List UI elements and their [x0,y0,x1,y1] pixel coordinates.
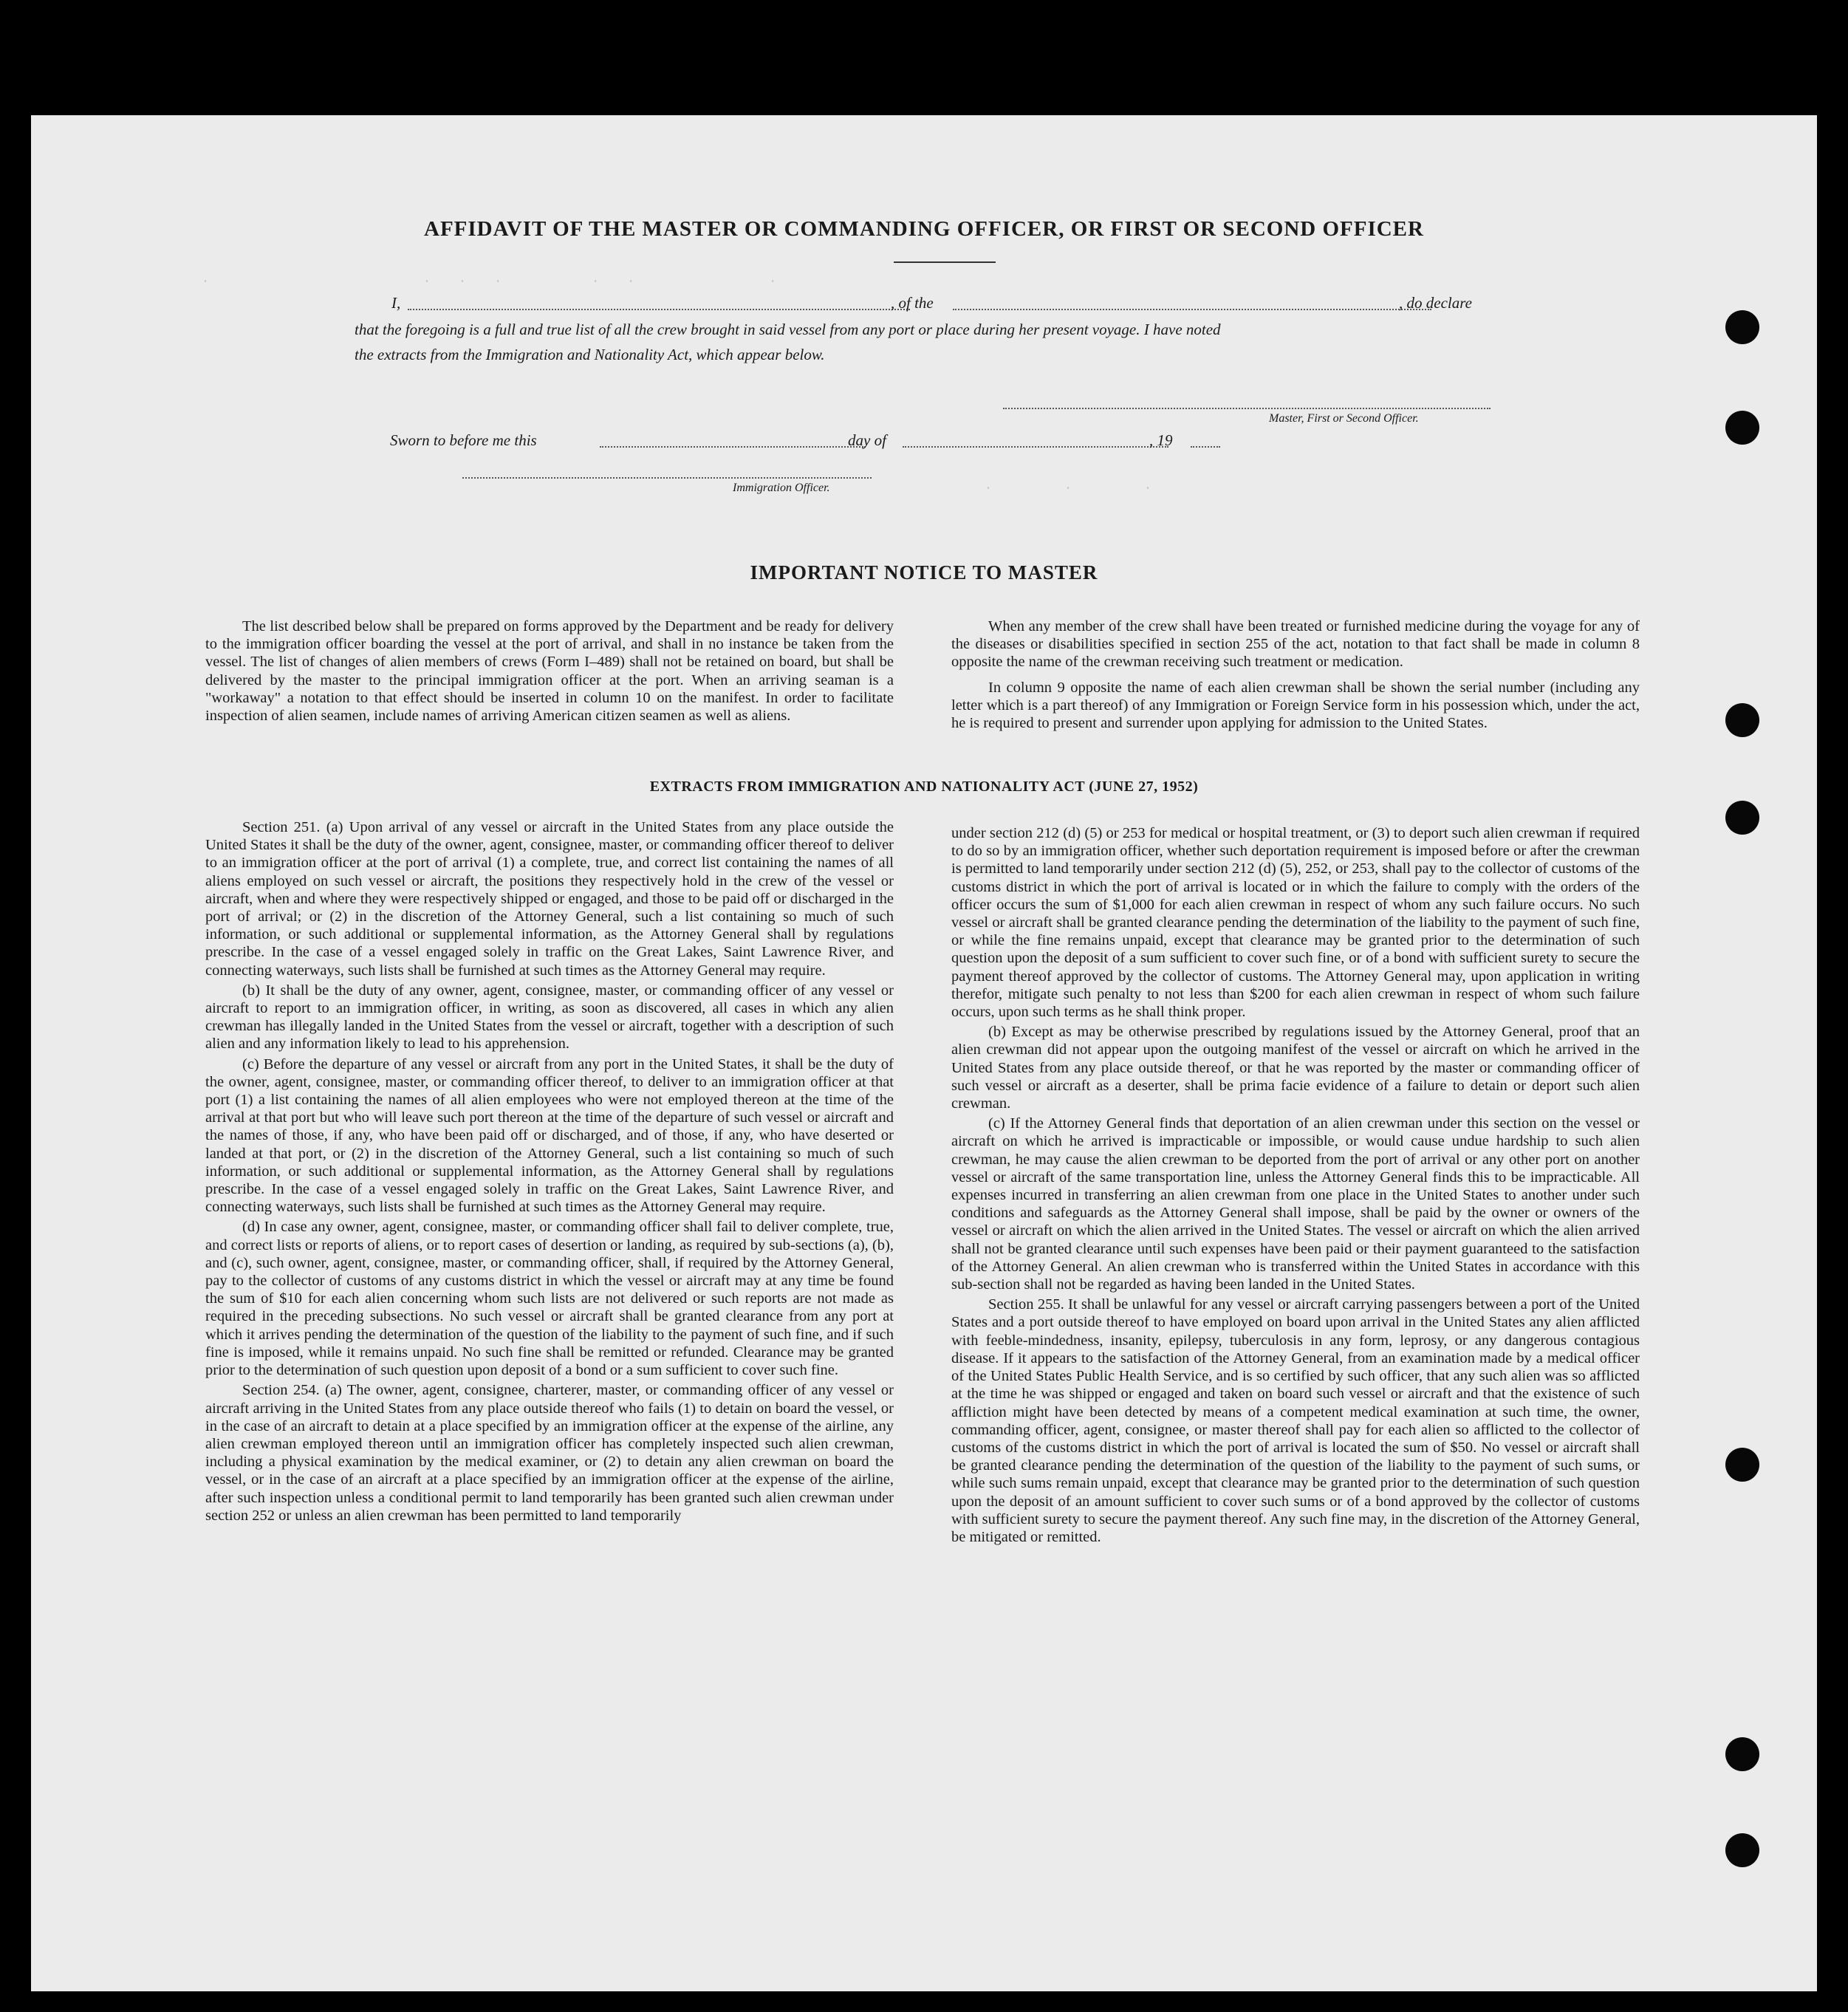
punch-hole [1725,310,1759,344]
notice-left-paragraph: The list described below shall be prepared on forms approved by the Department and be ready for delivery to the immigration officer boarding the vessel at the port of arrival, and shall in no instance be taken from the vessel. The list of changes of alien members of crews (Form I–489) shall not be retained on board, but shall be delivered by the master to the principal immigration officer at the port. When an arriving seaman is a "workaway" a notation to that effect should be inserted in column 10 on the manifest. In order to facilitate inspection of alien seamen, include names of arriving American citizen seamen as well as aliens. [205,618,894,725]
affidavit-line3: the extracts from the Immigration and Nationality Act, which appear below. [355,346,825,363]
punch-hole [1725,1833,1759,1867]
notice-title: IMPORTANT NOTICE TO MASTER [750,561,1098,584]
name-blank[interactable] [408,309,910,310]
punch-hole [1725,703,1759,737]
section-251-c: (c) Before the departure of any vessel or aircraft from any port in the United States, it shall be the duty of the owner, agent, consignee, master, or commanding officer thereof, to deliver to an immigration officer at that port (1) a list containing the names of all alien employees who were not employed thereon at the time of the arrival at that port but who will leave such port thereon at the time of the departure of such vessel or aircraft and the names of those, if any, who have been paid off or discharged, and of those, if any, who have deserted or landed at that port, or (2) in the discretion of the Attorney General, such a list containing so much of such information, or such additional or supplemental information, as the Attorney General shall by regulations prescribe. In the case of a vessel engaged solely in traffic on the Great Lakes, Saint Lawrence River, and connecting waterways, such lists shall be furnished at such times as the Attorney General may require. [205,1055,894,1216]
bleed-through-marks: . . . [984,477,1153,494]
punch-hole [1725,801,1759,835]
master-signature-line[interactable] [1003,408,1491,409]
notice-right-paragraph-2: In column 9 opposite the name of each alien crewman shall be shown the serial number (including any letter which is a part thereof) of any Immigration or Foreign Service form in his possession which, under the act, he is required to present and surrender upon applying for admission to the United States. [951,679,1640,732]
section-251-b: (b) It shall be the duty of any owner, agent, consignee, master, or commanding officer of any vessel or aircraft to report to an immigration officer, in writing, as soon as discovered, all cases in which any alien crewman has illegally landed in the United States from the vessel or aircraft, together with a description of such alien and any information likely to lead to his apprehension. [205,982,894,1053]
bleed-through-text: . . . . . . . [201,270,778,287]
section-251-a: Section 251. (a) Upon arrival of any vessel or aircraft in the United States from any place outside the United States it shall be the duty of the owner, agent, consignee, master, or commanding officer thereof to deliver to an immigration officer at the port of arrival (1) a complete, true, and correct list containing the names of all aliens employed on such vessel or aircraft, the positions they respectively hold in the crew of the vessel or aircraft, when and where they were respectively shipped or engaged, and those to be paid off or discharged in the port of arrival; or (2) in the discretion of the Attorney General, such a list containing so much of such information, or such additional or supplemental information, as the Attorney General shall by regulations prescribe. In the case of a vessel engaged solely in traffic on the Great Lakes, Saint Lawrence River, and connecting waterways, such lists shall be furnished at such times as the Attorney General may require. [205,819,894,979]
day-of-text: day of [848,431,886,449]
section-254-a: Section 254. (a) The owner, agent, consignee, charterer, master, or commanding officer of any vessel or aircraft arriving in the United States from any place outside thereof who fails (1) to detain on board the vessel, or in the case of an aircraft to detain at a place specified by an immigration officer at the expense of the airline, any alien crewman employed thereon until an immigration officer has completely inspected such alien crewman, including a physical examination by the medical examiner, or (2) to detain any alien crewman on board the vessel, or in the case of an aircraft at a place specified by an immigration officer at the expense of the airline, after such inspection unless a conditional permit to land temporarily has been granted such alien crewman under section 252 or unless an alien crewman has been permitted to land temporarily [205,1382,894,1524]
notice-left-column [205,617,894,727]
punch-hole [1725,1737,1759,1771]
section-254-a-continued: under section 212 (d) (5) or 253 for medical or hospital treatment, or (3) to deport such alien crewman if required to do so by an immigration officer, whether such deportation requirement is imposed before or after the crewman is permitted to land temporarily under section 212 (d) (5), 252, or 253, shall pay to the collector of customs of the customs district in which the port of arrival is located or in which the failure to comply with the orders of the officer occurs the sum of $1,000 for each alien crewman in respect of whom any such failure occurs. No such vessel or aircraft shall be granted clearance pending the determination of the liability to the payment of such fine, or while the fine remains unpaid, except that clearance may be granted prior to the determination of such question upon the deposit of a sum sufficient to cover such fine, or of a bond with sufficient surety to secure the payment thereof approved by the collector of customs. The Attorney General may, upon application in writing therefor, mitigate such penalty to not less than $200 for each alien crewman in respect of whom such failure occurs, upon such terms as he shall think proper. [951,825,1640,1021]
vessel-blank[interactable] [953,309,1431,310]
year-text: , 19 [1149,431,1173,449]
section-254-c: (c) If the Attorney General finds that deportation of an alien crewman under this section on the vessel or aircraft on which he arrived is impracticable or impossible, or would cause undue hardship to such alien crewman, he may cause the alien crewman to be deported from the port of arrival or any other port on another vessel or aircraft of the same transportation line, unless the Attorney General finds this to be impracticable. All expenses incurred in transferring an alien crewman from one place in the United States to another under such conditions and safeguards as the Attorney General shall impose, shall be paid by the owner or owners of the vessel or aircraft on which the alien arrived in the United States. The vessel or aircraft on which the alien arrived shall not be granted clearance until such expenses have been paid or their payment guaranteed to the satisfaction of the Attorney General. An alien crewman who is transferred within the United States in accordance with this sub-section shall not be regarded as having been landed in the United States. [951,1115,1640,1293]
month-blank[interactable] [903,446,1168,448]
notice-right-paragraph-1: When any member of the crew shall have been treated or furnished medicine during the voyage for any of the diseases or disabilities specified in section 255 of the act, notation to that fact shall be made in column 8 opposite the name of the crewman receiving such treatment or medication. [951,618,1640,671]
officer-signature-line[interactable] [462,477,872,479]
punch-hole [1725,411,1759,445]
section-255: Section 255. It shall be unlawful for any vessel or aircraft carrying passengers between a port of the United States and a port outside thereof to have employed on board upon arrival in the United States any alien afflicted with feeble-mindedness, insanity, epilepsy, tuberculosis in any form, leprosy, or any dangerous contagious disease. If it appears to the satisfaction of the Attorney General, from an examination made by a medical officer of the United States Public Health Service, and is so certified by such officer, that any such alien was so afflicted at the time he was shipped or engaged and taken on board such vessel or aircraft and that the existence of such affliction might have been detected by means of a competent medical examination at such time, the owner, commanding officer, agent, consignee, or master thereof shall pay for each alien so afflicted to the collector of customs of the customs district in which the port of arrival is located the sum of $50. No vessel or aircraft shall be granted clearance pending the determination of the question of the liability to the payment of such sums, or while such sums remain unpaid, except that clearance may be granted prior to the determination of such question upon the deposit of an amount sufficient to cover such sums or of a bond approved by the collector of customs with sufficient surety to secure the payment thereof. Any such fine may, in the discretion of the Attorney General, be mitigated or remitted. [951,1296,1640,1545]
year-blank[interactable] [1191,446,1220,448]
punch-hole [1725,1448,1759,1482]
extracts-title: EXTRACTS FROM IMMIGRATION AND NATIONALITY ACT (JUNE 27, 1952) [649,779,1199,795]
affidavit-title: AFFIDAVIT OF THE MASTER OR COMMANDING OFFICER, OR FIRST OR SECOND OFFICER [424,217,1424,241]
master-caption: Master, First or Second Officer. [1269,412,1419,425]
document-page [31,115,1817,1991]
sworn-text: Sworn to before me this [390,431,537,449]
section-251-d: (d) In case any owner, agent, consignee, master, or commanding officer shall fail to deliver complete, true, and correct lists or reports of aliens, or to report cases of desertion or landing, as required by sub-sections (a), (b), and (c), such owner, agent, consignee, master, or commanding officer, shall, if required by the Attorney General, pay to the collector of customs of any customs district in which the vessel or aircraft may at any time be found the sum of $10 for each alien concerning whom such lists are not delivered or such reports are not made as required in the preceding subsections. No such vessel or aircraft shall be granted clearance from any port at which it arrives pending the determination of the question of the liability to the payment of such fine, and if such fine is imposed, while it remains unpaid. No such fine shall be remitted or refunded. Clearance may be granted prior to the determination of such question upon deposit of a bond or a sum sufficient to cover such fine. [205,1219,894,1379]
affidavit-line2: that the foregoing is a full and true list of all the crew brought in said vessel from any port or place during her present voyage. I have noted [355,321,1221,338]
extracts-right-column [951,824,1640,1548]
affidavit-i: I, [391,294,401,312]
title-rule [894,261,996,263]
affidavit-do-declare: , do declare [1399,294,1472,312]
notice-right-column [951,617,1640,734]
section-254-b: (b) Except as may be otherwise prescribed by regulations issued by the Attorney General, proof that an alien crewman did not appear upon the outgoing manifest of the vessel or aircraft on which he arrived in the United States from any place outside thereof, or that he was reported by the master or commanding officer of such vessel or aircraft as a deserter, shall be prima facie evidence of a failure to detain or deport such alien crewman. [951,1024,1640,1112]
officer-caption: Immigration Officer. [733,482,830,494]
extracts-left-column [205,818,894,1527]
sworn-day-blank[interactable] [600,446,866,448]
affidavit-of-the: , of the [891,294,934,312]
